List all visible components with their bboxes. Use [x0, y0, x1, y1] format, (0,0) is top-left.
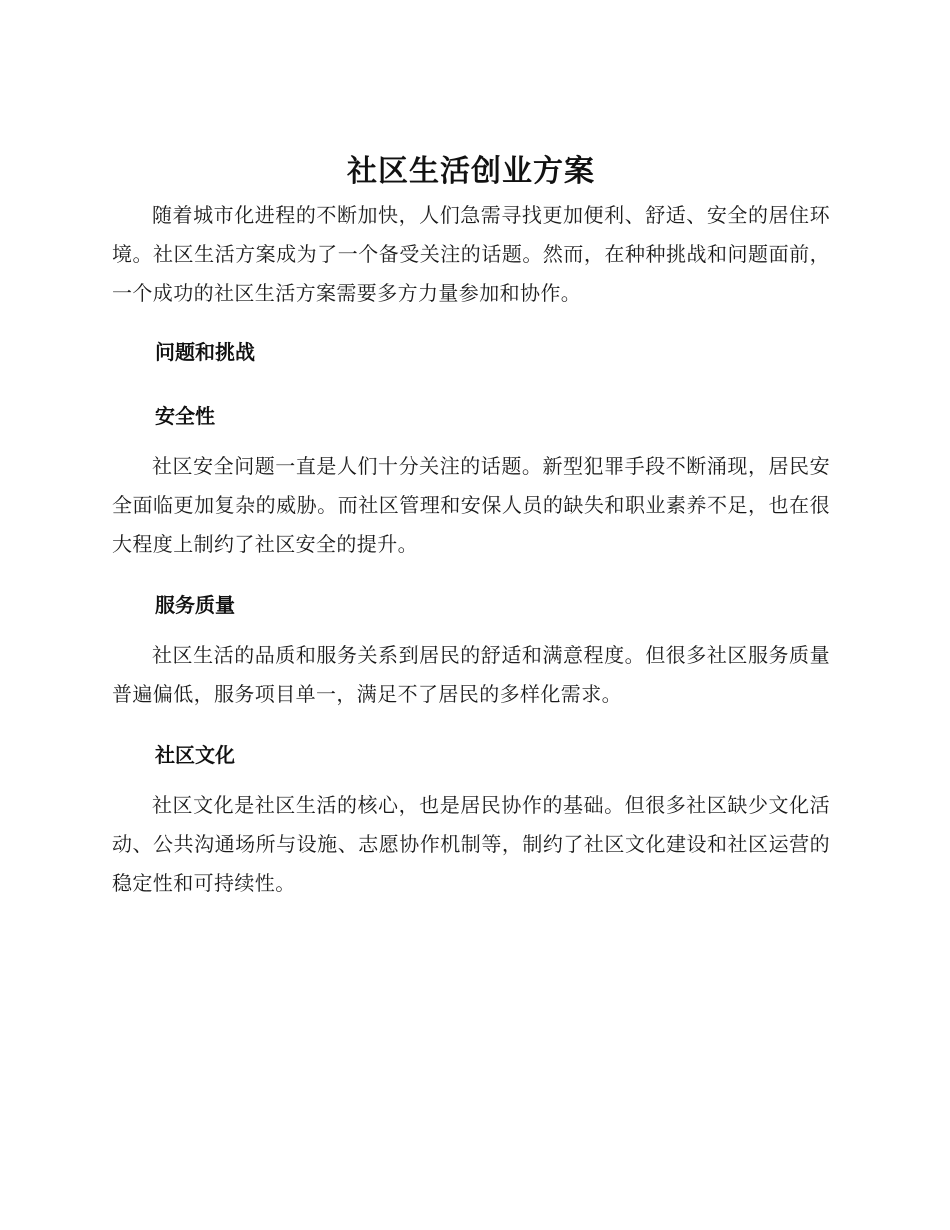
- subheading-safety: 安全性: [155, 404, 215, 428]
- section-heading-problems: 问题和挑战: [155, 340, 255, 364]
- safety-paragraph: 社区安全问题一直是人们十分关注的话题。新型犯罪手段不断涌现，居民安全面临更加复杂的威胁。而社区管理和安保人员的缺失和职业素养不足，也在很大程度上制约了社区安全的提升。: [112, 454, 830, 556]
- service-quality-paragraph: 社区生活的品质和服务关系到居民的舒适和满意程度。但很多社区服务质量普遍偏低，服务项目单一，满足不了居民的多样化需求。: [112, 643, 830, 706]
- subheading-community-culture: 社区文化: [155, 743, 235, 767]
- document-title: 社区生活创业方案: [347, 154, 595, 189]
- community-culture-paragraph: 社区文化是社区生活的核心，也是居民协作的基础。但很多社区缺少文化活动、公共沟通场所与设施、志愿协作机制等，制约了社区文化建设和社区运营的稳定性和可持续性。: [112, 793, 830, 895]
- subheading-service-quality: 服务质量: [155, 593, 235, 617]
- document-page: [112, 150, 830, 903]
- intro-paragraph: 随着城市化进程的不断加快，人们急需寻找更加便利、舒适、安全的居住环境。社区生活方案成为了一个备受关注的话题。然而，在种种挑战和问题面前，一个成功的社区生活方案需要多方力量参加和协作。: [112, 203, 830, 305]
